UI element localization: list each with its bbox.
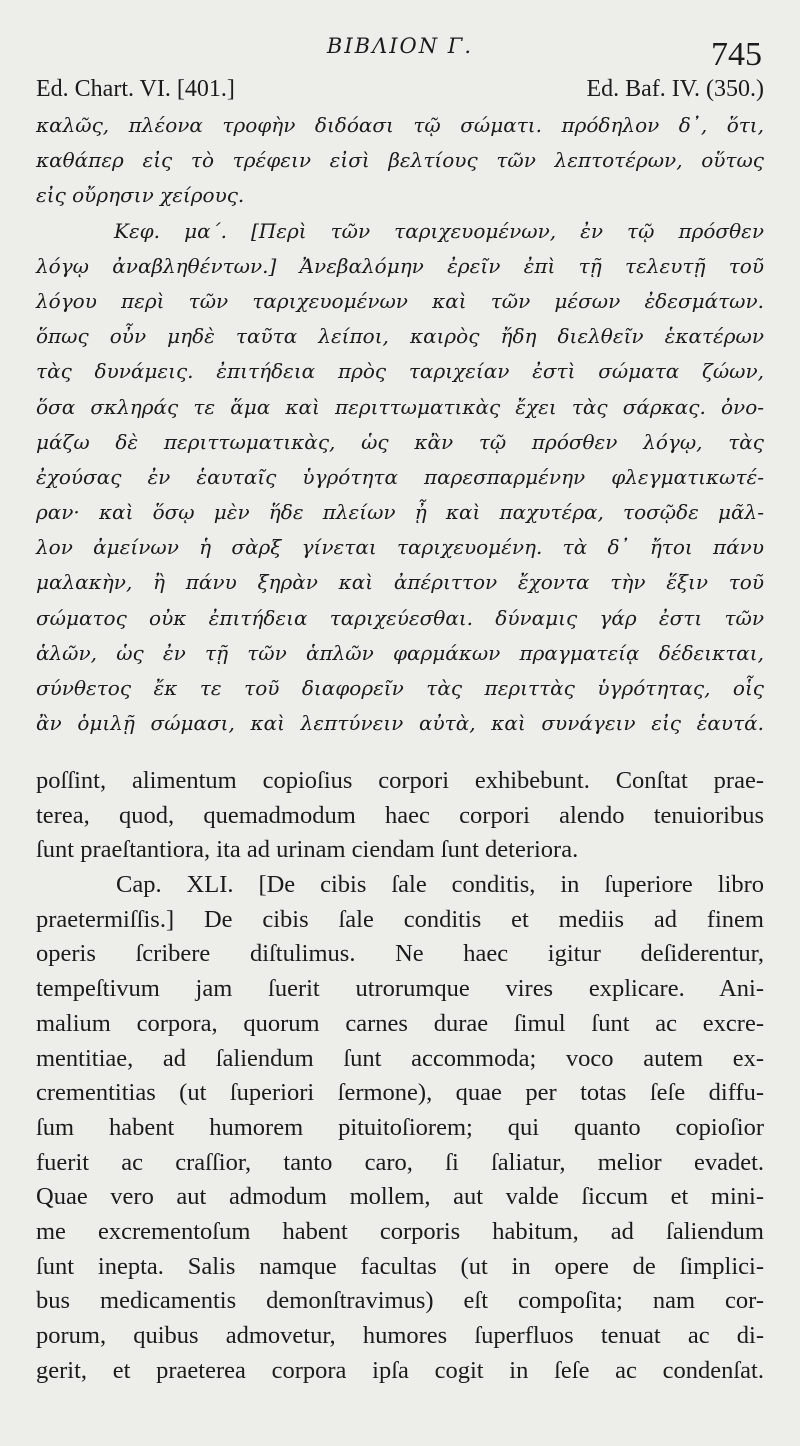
running-title: ΒΙΒΛΙΟΝ Γ. [326,34,474,58]
latin-line: operis ſcribere diſtulimus. Ne haec igitur deſiderentur, [36,940,764,968]
latin-line: terea, quod, quemadmodum haec corpori alendo tenuioribus [36,801,764,829]
greek-text-block [36,108,764,741]
page-number: 745 [711,36,762,73]
latin-line: ſum habent humorem pituitoſiorem; qui quanto copioſior [36,1113,764,1141]
greek-line: λόγου περὶ τῶν ταριχευομένων καὶ τῶν μέσων ἐδεσμάτων. [36,288,764,313]
greek-line: λον ἀμείνων ἡ σὰρξ γίνεται ταριχευομένη. τὰ δ᾽ ἤτοι πάνυ [36,535,764,560]
latin-line: gerit, et praeterea corpora ipſa cogit in ſeſe ac condenſat. [36,1356,764,1384]
greek-line: τὰς δυνάμεις. ἐπιτήδεια πρὸς ταριχείαν ἐστὶ σώματα ζώων, [36,359,764,384]
greek-chapter-heading-line: Κεφ. μα΄. [Περὶ τῶν ταριχευομένων, ἐν τῷ πρόσθεν [114,218,764,243]
latin-line: bus medicamentis demonſtravimus) eſt compoſita; nam cor- [36,1287,764,1315]
greek-line: ὅσα σκληράς τε ἅμα καὶ περιττωματικὰς ἔχει τὰς σάρκας. ὀνο- [36,394,764,419]
greek-line: καλῶς, πλέονα τροφὴν διδόασι τῷ σώματι. πρόδηλον δ᾽, ὅτι, [36,113,764,137]
greek-line: ραν· καὶ ὅσῳ μὲν ἥδε πλείων ᾖ καὶ παχυτέρα, τοσῷδε μᾶλ- [36,500,764,525]
edition-reference-left: Ed. Chart. VI. [401.] [36,76,235,102]
greek-line: λόγῳ ἀναβληθέντων.] Ἀνεβαλόμην ἐρεῖν ἐπὶ τῇ τελευτῇ τοῦ [36,253,764,278]
greek-line: ἐχούσας ἐν ἑαυταῖς ὑγρότητα παρεσπαρμένην φλεγματικωτέ- [36,464,764,489]
latin-line: ſunt praeſtantiora, ita ad urinam ciendam ſunt deteriora. [36,836,579,864]
latin-line: praetermiſſis.] De cibis ſale conditis et mediis ad finem [36,905,764,933]
greek-line: μαλακὴν, ἢ πάνυ ξηρὰν καὶ ἀπέριττον ἔχοντα τὴν ἕξιν τοῦ [36,570,764,595]
latin-line: ſunt inepta. Salis namque facultas (ut in opere de ſimplici- [36,1252,764,1280]
latin-line: mentitiae, ad ſaliendum ſunt accommoda; voco autem ex- [36,1044,764,1072]
latin-line: malium corpora, quorum carnes durae ſimul ſunt ac excre- [36,1009,764,1037]
edition-reference-right: Ed. Baf. IV. (350.) [586,76,764,102]
greek-line: εἰς οὔρησιν χείρους. [36,183,245,208]
greek-line: σώματος οὐκ ἐπιτήδεια ταριχεύεσθαι. δύναμις γάρ ἐστι τῶν [36,605,764,630]
latin-line: fuerit ac craſſior, tanto caro, ſi ſaliatur, melior evadet. [36,1148,764,1176]
greek-line: μάζω δὲ περιττωματικὰς, ὡς κἂν τῷ πρόσθεν λόγῳ, τὰς [36,429,764,454]
latin-line: tempeſtivum jam ſuerit utrorumque vires explicare. Ani- [36,975,764,1003]
greek-line: ἁλῶν, ὡς ἐν τῇ τῶν ἁπλῶν φαρμάκων πραγματείᾳ δέδεικται, [36,640,764,665]
greek-line: ὅπως οὖν μηδὲ ταῦτα λείποι, καιρὸς ἤδη διελθεῖν ἑκατέρων [36,324,764,349]
latin-line: me excrementoſum habent corporis habitum, ad ſaliendum [36,1217,764,1245]
latin-text-block [36,764,764,1388]
latin-line: poſſint, alimentum copioſius corpori exhibebunt. Conſtat prae- [36,767,764,794]
latin-line: crementitias (ut ſuperiori ſermone), quae per totas ſeſe diffu- [36,1079,764,1107]
latin-line: Quae vero aut admodum mollem, aut valde ſiccum et mini- [36,1183,764,1211]
latin-chapter-heading-line: Cap. XLI. [De cibis ſale conditis, in ſuperiore libro [116,871,764,899]
greek-line: καθάπερ εἰς τὸ τρέφειν εἰσὶ βελτίους τῶν λεπτοτέρων, οὕτως [36,148,764,173]
greek-line: σύνθετος ἔκ τε τοῦ διαφορεῖν τὰς περιττὰς ὑγρότητας, οἷς [36,676,764,700]
latin-line: porum, quibus admovetur, humores ſuperfluos tenuat ac di- [36,1322,764,1349]
greek-line: ἂν ὁμιλῇ σώμασι, καὶ λεπτύνειν αὐτὰ, καὶ συνάγειν εἰς ἑαυτά. [36,711,764,736]
